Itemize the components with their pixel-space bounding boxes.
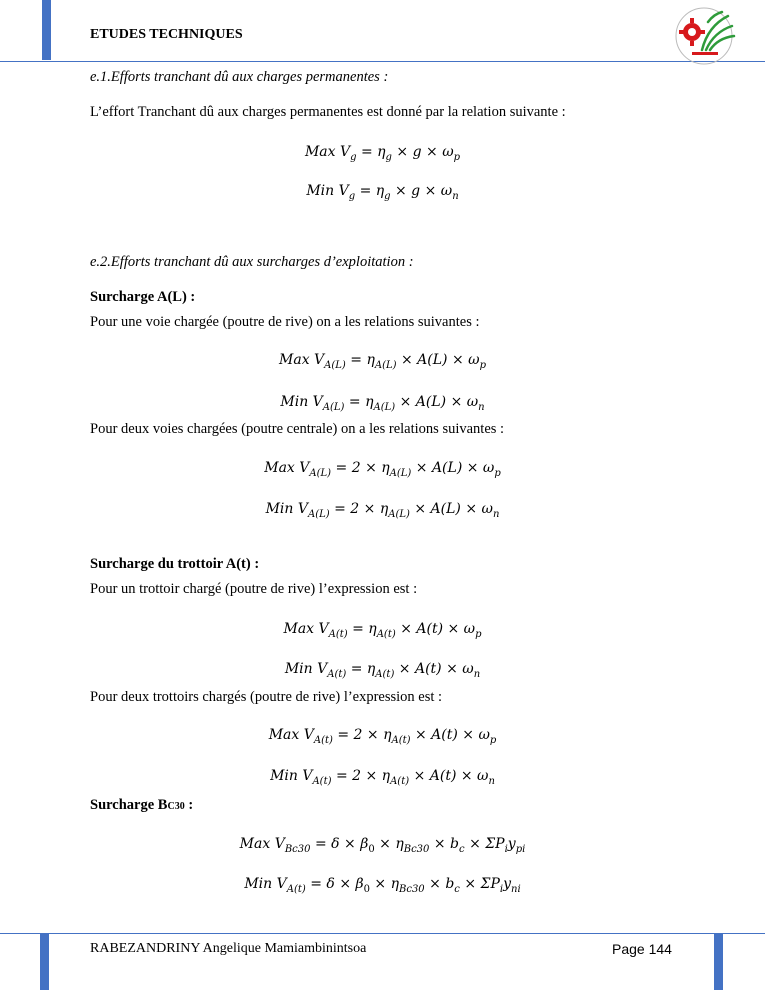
header-left-bar [42,0,51,60]
footer-rule [0,933,765,934]
section-e1-intro: L’effort Tranchant dû aux charges permanentes est donné par la relation suivante : [90,104,566,120]
equation-at1-min: Min $V_{A(t)} = \eta_{A(t)} \times A(t) \times \omega_n$ [284,661,481,680]
equation-at1-max: Max $V_{A(t)} = \eta_{A(t)} \times A(t) \times \omega_p$ [283,621,482,640]
school-logo-icon [668,6,740,66]
footer-right-bar [714,934,723,990]
equation-at2-max: Max $V_{A(t)} = 2 \times \eta_{A(t)} \times A(t) \times \omega_p$ [268,727,497,746]
equation-e1-min: Min $V_g = \eta_g \times g \times \omega_n$ [306,183,459,202]
at-two-text: Pour deux trottoirs chargés (poutre de rive) l’expression est : [90,689,443,705]
header-title: ETUDES TECHNIQUES [90,27,243,42]
section-e1-title: e.1.Efforts tranchant dû aux charges permanentes : [90,69,389,85]
equation-al1-min: Min $V_{A(L)} = \eta_{A(L)} \times A(L) \times \omega_n$ [280,394,485,413]
equation-al2-max: Max $V_{A(L)} = 2 \times \eta_{A(L)} \times A(L) \times \omega_p$ [264,460,501,479]
bc-heading: Surcharge BC30 : [90,797,194,813]
equation-bc-max: Max $V_{Bc30} = \delta \times \beta_0 \times \eta_{Bc30} \times b_c \times \Sigma P_iy_{pi}$ [239,836,526,855]
al-two-lanes-text: Pour deux voies chargées (poutre centrale) on a les relations suivantes : [90,421,505,437]
at-one-text: Pour un trottoir chargé (poutre de rive) l’expression est : [90,581,418,597]
equation-al1-max: Max $V_{A(L)} = \eta_{A(L)} \times A(L) \times \omega_p$ [279,352,486,371]
at-heading: Surcharge du trottoir A(t) : [90,556,260,572]
footer-author: RABEZANDRINY Angelique Mamiambinintsoa [90,941,367,956]
footer-page-number: Page 144 [612,941,672,957]
equation-at2-min: Min $V_{A(t)} = 2 \times \eta_{A(t)} \times A(t) \times \omega_n$ [270,768,495,787]
al-one-lane-text: Pour une voie chargée (poutre de rive) on a les relations suivantes : [90,314,480,330]
header-rule [0,61,765,62]
footer-left-bar [40,934,49,990]
equation-e1-max: Max $V_g = \eta_g \times g \times \omega_p$ [304,144,461,163]
equation-bc-min: Min $V_{A(t)} = \delta \times \beta_0 \times \eta_{Bc30} \times b_c \times \Sigma P_iy_{ni}$ [244,876,521,895]
equation-al2-min: Min $V_{A(L)} = 2 \times \eta_{A(L)} \times A(L) \times \omega_n$ [265,501,500,520]
section-e2-title: e.2.Efforts tranchant dû aux surcharges d’exploitation : [90,254,414,270]
al-heading: Surcharge A(L) : [90,289,196,305]
